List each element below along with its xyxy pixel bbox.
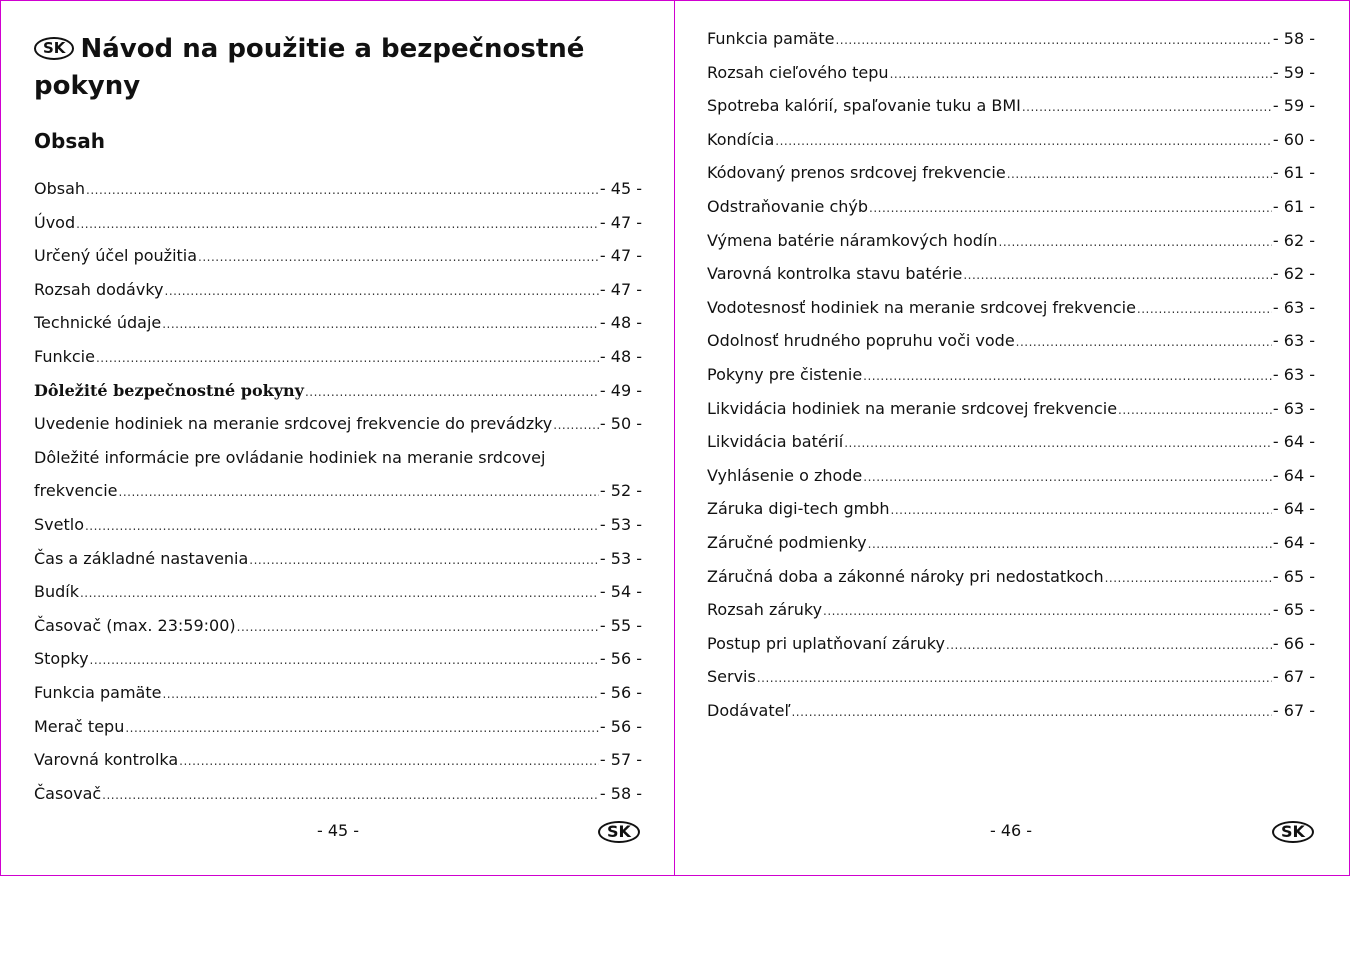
toc-entry[interactable] <box>34 616 642 650</box>
toc-entry-title: Likvidácia batérií <box>707 432 844 452</box>
toc-entry-page: - 52 - <box>599 481 642 501</box>
toc-leader-dots <box>868 533 1272 552</box>
toc-entry[interactable] <box>707 331 1315 365</box>
toc-entry[interactable] <box>34 582 642 616</box>
toc-leader-dots <box>1118 399 1272 418</box>
document-title <box>34 31 594 105</box>
toc-entry-title: Úvod <box>34 212 76 232</box>
toc-entry-title: Rozsah záruky <box>707 600 823 620</box>
toc-entry-title: Odolnosť hrudného popruhu voči vode <box>707 331 1015 351</box>
toc-entry-page: - 53 - <box>599 548 642 568</box>
toc-leader-dots <box>890 63 1272 82</box>
toc-leader-dots <box>963 264 1272 283</box>
toc-entry-page: - 63 - <box>1272 364 1315 384</box>
toc-entry[interactable] <box>707 600 1315 634</box>
toc-entry[interactable] <box>707 533 1315 567</box>
toc-entry[interactable] <box>707 432 1315 466</box>
toc-leader-dots <box>757 667 1272 686</box>
page-number: - 46 - <box>990 821 1033 840</box>
toc-entry-title: Čas a základné nastavenia <box>34 548 249 568</box>
toc-entry-title: Spotreba kalórií, spaľovanie tuku a BMI <box>707 96 1021 116</box>
toc-entry-page: - 62 - <box>1272 230 1315 250</box>
toc-entry-title: Obsah <box>34 179 86 198</box>
toc-leader-dots <box>1016 331 1272 350</box>
toc-entry-page: - 53 - <box>599 514 642 534</box>
toc-entry[interactable] <box>707 63 1315 97</box>
toc-leader-dots <box>775 130 1272 149</box>
toc-entry-title: Výmena batérie náramkových hodín <box>707 230 998 250</box>
toc-leader-dots <box>835 29 1271 48</box>
toc-entry-page: - 49 - <box>599 380 642 400</box>
toc-entry[interactable] <box>34 784 642 818</box>
toc-entry-page: - 66 - <box>1272 633 1315 653</box>
toc-entry-title: Technické údaje <box>34 313 162 333</box>
toc-entry[interactable] <box>34 347 642 381</box>
toc-leader-dots <box>237 616 599 635</box>
toc-entry-page: - 56 - <box>599 682 642 702</box>
toc-entry[interactable] <box>34 448 642 482</box>
toc-entry-page: - 59 - <box>1272 96 1315 116</box>
toc-entry[interactable] <box>34 213 642 247</box>
toc-leader-dots <box>80 582 599 601</box>
toc-leader-dots <box>198 246 599 265</box>
toc-entry[interactable] <box>34 649 642 683</box>
toc-entry-title: Záručná doba a zákonné nároky pri nedostatkoch <box>707 566 1104 586</box>
toc-entry-title: Záruka digi-tech gmbh <box>707 499 890 519</box>
toc-entry-page: - 63 - <box>1272 398 1315 418</box>
toc-entry-page: - 63 - <box>1272 297 1315 317</box>
toc-leader-dots <box>86 179 599 198</box>
toc-entry-page: - 50 - <box>599 414 642 434</box>
toc-entry-page: - 48 - <box>599 346 642 366</box>
page-number: - 45 - <box>317 821 360 840</box>
toc-entry-title: Vyhlásenie o zhode <box>707 465 863 485</box>
toc-entry[interactable] <box>707 264 1315 298</box>
toc-leader-dots <box>553 414 599 433</box>
toc-entry-page: - 64 - <box>1272 432 1315 452</box>
language-badge-footer: SK <box>1272 821 1314 843</box>
toc-entry-title: Budík <box>34 582 79 602</box>
toc-entry[interactable] <box>34 515 642 549</box>
toc-entry-page: - 65 - <box>1272 566 1315 586</box>
toc-entry-page: - 60 - <box>1272 129 1315 149</box>
toc-entry-title: Odstraňovanie chýb <box>707 196 869 216</box>
toc-entry-title: Merač tepu <box>34 716 125 736</box>
toc-leader-dots <box>1007 163 1272 182</box>
table-of-contents-right <box>707 29 1315 734</box>
toc-entry[interactable] <box>707 231 1315 265</box>
toc-entry-page: - 47 - <box>599 212 642 232</box>
toc-entry[interactable] <box>34 246 642 280</box>
toc-entry-title: Časovač (max. 23:59:00) <box>34 615 236 635</box>
toc-entry-page: - 58 - <box>1272 29 1315 48</box>
toc-entry[interactable] <box>707 667 1315 701</box>
toc-entry-title: Stopky <box>34 649 89 669</box>
toc-entry-title: Uvedenie hodiniek na meranie srdcovej frekvencie do prevádzky <box>34 414 553 434</box>
toc-entry-title: Varovná kontrolka stavu batérie <box>707 264 963 284</box>
toc-leader-dots <box>1022 96 1272 115</box>
toc-entry-page: - 47 - <box>599 246 642 266</box>
toc-entry[interactable] <box>707 499 1315 533</box>
toc-entry-page: - 48 - <box>599 313 642 333</box>
toc-entry-page: - 64 - <box>1272 465 1315 485</box>
contents-heading: Obsah <box>34 129 105 153</box>
toc-entry[interactable] <box>34 313 642 347</box>
toc-leader-dots <box>162 313 599 332</box>
toc-entry-title: Varovná kontrolka <box>34 750 179 770</box>
toc-entry[interactable] <box>707 130 1315 164</box>
toc-entry-page: - 65 - <box>1272 600 1315 620</box>
toc-entry-title: Funkcia pamäte <box>707 29 835 48</box>
table-of-contents-left <box>34 179 642 817</box>
toc-entry[interactable] <box>707 96 1315 130</box>
toc-entry[interactable] <box>34 414 642 448</box>
toc-leader-dots <box>85 515 599 534</box>
toc-leader-dots <box>1105 567 1272 586</box>
toc-entry-page: - 64 - <box>1272 532 1315 552</box>
toc-entry[interactable] <box>34 381 642 415</box>
toc-entry-page: - 62 - <box>1272 264 1315 284</box>
toc-entry-page: - 61 - <box>1272 163 1315 183</box>
toc-entry[interactable] <box>707 298 1315 332</box>
toc-leader-dots <box>946 634 1272 653</box>
language-badge: SK <box>34 37 74 60</box>
toc-leader-dots <box>249 549 599 568</box>
toc-entry-title: Časovač <box>34 783 102 803</box>
toc-entry[interactable] <box>707 634 1315 668</box>
toc-leader-dots <box>999 231 1272 250</box>
title-text: Návod na použitie a bezpečnostné pokyny <box>34 34 585 101</box>
toc-entry-page: - 55 - <box>599 615 642 635</box>
toc-leader-dots <box>179 750 599 769</box>
toc-entry-title: Dôležité informácie pre ovládanie hodiniek na meranie srdcovej <box>34 447 546 467</box>
toc-entry-page: - 47 - <box>599 279 642 299</box>
toc-entry-title: Dôležité bezpečnostné pokyny <box>34 380 304 400</box>
toc-leader-dots <box>76 213 599 232</box>
toc-entry-page: - 59 - <box>1272 62 1315 82</box>
toc-entry-title: Svetlo <box>34 514 84 534</box>
toc-entry-title: Pokyny pre čistenie <box>707 364 863 384</box>
toc-leader-dots <box>119 481 599 500</box>
toc-entry[interactable] <box>707 466 1315 500</box>
toc-entry[interactable] <box>34 549 642 583</box>
toc-entry-title: Funkcia pamäte <box>34 682 162 702</box>
toc-entry-page: - 56 - <box>599 716 642 736</box>
toc-entry[interactable] <box>707 163 1315 197</box>
toc-entry-page: - 67 - <box>1272 667 1315 687</box>
toc-leader-dots <box>869 197 1272 216</box>
language-badge-footer: SK <box>598 821 640 843</box>
toc-leader-dots <box>102 784 599 803</box>
toc-entry-title: Funkcie <box>34 346 95 366</box>
toc-leader-dots <box>844 432 1272 451</box>
toc-entry-title: Vodotesnosť hodiniek na meranie srdcovej frekvencie <box>707 297 1136 317</box>
toc-entry-page: - 54 - <box>599 582 642 602</box>
toc-leader-dots <box>125 717 599 736</box>
toc-entry[interactable] <box>34 683 642 717</box>
toc-entry-title: Dodávateľ <box>707 700 791 720</box>
toc-entry[interactable] <box>707 197 1315 231</box>
toc-entry-title: Kondícia <box>707 129 775 149</box>
toc-entry[interactable] <box>34 179 642 213</box>
toc-entry-title: Postup pri uplatňovaní záruky <box>707 633 945 653</box>
toc-entry[interactable] <box>707 701 1315 735</box>
toc-entry-page: - 58 - <box>599 783 642 803</box>
toc-leader-dots <box>96 347 599 366</box>
toc-entry-page: - 61 - <box>1272 196 1315 216</box>
toc-leader-dots <box>891 499 1272 518</box>
toc-entry-page: - 67 - <box>1272 700 1315 720</box>
toc-entry-page: - 56 - <box>599 649 642 669</box>
toc-entry-page: - 45 - <box>599 179 642 198</box>
toc-entry[interactable] <box>707 365 1315 399</box>
right-page <box>675 0 1350 876</box>
toc-leader-dots <box>823 600 1272 619</box>
toc-entry-page: - 57 - <box>599 750 642 770</box>
toc-entry[interactable] <box>707 399 1315 433</box>
toc-entry[interactable] <box>707 29 1315 63</box>
toc-leader-dots <box>1137 298 1272 317</box>
toc-entry-title: Záručné podmienky <box>707 532 867 552</box>
toc-entry-title: Rozsah cieľového tepu <box>707 62 889 82</box>
toc-leader-dots <box>162 683 598 702</box>
toc-entry[interactable] <box>34 750 642 784</box>
toc-entry[interactable] <box>34 280 642 314</box>
toc-leader-dots <box>863 365 1272 384</box>
toc-entry[interactable] <box>34 481 642 515</box>
toc-entry-page: - 64 - <box>1272 499 1315 519</box>
left-page <box>0 0 675 876</box>
toc-entry-title: Likvidácia hodiniek na meranie srdcovej frekvencie <box>707 398 1118 418</box>
toc-leader-dots <box>791 701 1271 720</box>
toc-entry[interactable] <box>707 567 1315 601</box>
toc-leader-dots <box>305 381 599 400</box>
toc-leader-dots <box>90 649 599 668</box>
toc-leader-dots <box>165 280 599 299</box>
toc-leader-dots <box>863 466 1272 485</box>
toc-entry-title: Servis <box>707 667 756 687</box>
toc-entry[interactable] <box>34 717 642 751</box>
toc-entry-title: Rozsah dodávky <box>34 279 164 299</box>
toc-entry-title: Určený účel použitia <box>34 246 198 266</box>
toc-entry-title: frekvencie <box>34 481 118 501</box>
toc-entry-page: - 63 - <box>1272 331 1315 351</box>
toc-entry-title: Kódovaný prenos srdcovej frekvencie <box>707 163 1006 183</box>
